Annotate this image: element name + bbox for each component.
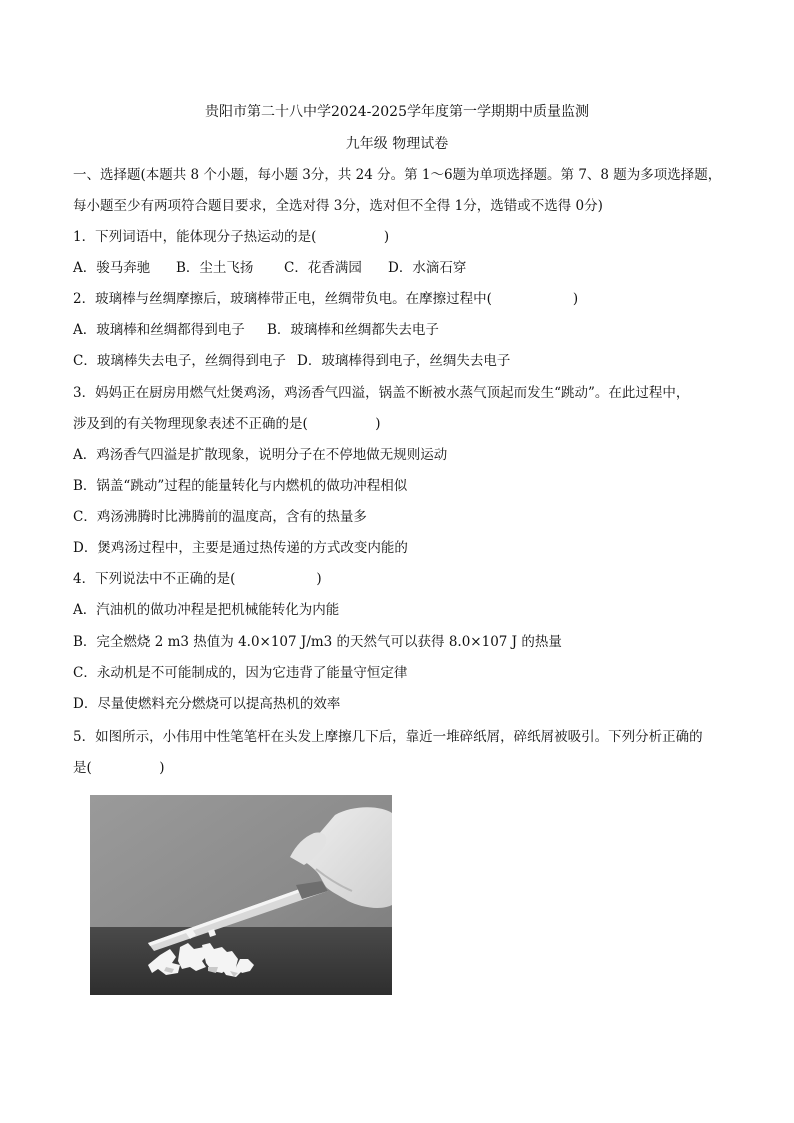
question-3-stem-line1: 3．妈妈正在厨房用燃气灶煲鸡汤，鸡汤香气四溢，锅盖不断被水蒸气顶起而发生“跳动”。在此过程中，: [73, 385, 690, 401]
option-c: C．玻璃棒失去电子，丝绸得到电子: [73, 353, 286, 369]
question-4-option-c: C．永动机是不可能制成的，因为它违背了能量守恒定律: [73, 665, 408, 681]
option-d: D．水滴石穿: [388, 260, 467, 276]
question-5-figure: [90, 795, 392, 995]
exam-title: 贵阳市第二十八中学2024-2025学年度第一学期期中质量监测: [205, 104, 589, 120]
exam-subtitle: 九年级 物理试卷: [345, 136, 449, 152]
question-2-options-row2: [73, 351, 733, 371]
option-b: B．玻璃棒和丝绸都失去电子: [267, 322, 439, 338]
option-d: D．玻璃棒得到电子，丝绸失去电子: [297, 353, 511, 369]
section-heading-line1: 一、选择题(本题共 8 个小题，每小题 3分，共 24 分。第 1～6题为单项选择题。第 7、8 题为多项选择题，: [73, 167, 722, 183]
question-4-option-d: D．尽量使燃料充分燃烧可以提高热机的效率: [73, 696, 341, 712]
photo-pen-attracting-paper-bits-icon: [90, 795, 392, 995]
option-a: A．骏马奔驰: [73, 260, 151, 276]
option-c: C．花香满园: [284, 260, 362, 276]
question-1-options: [73, 258, 733, 278]
question-3-option-b: B．锅盖“跳动”过程的能量转化与内燃机的做功冲程相似: [73, 478, 408, 494]
question-3-stem-line2: 涉及到的有关物理现象表述不正确的是( ): [73, 416, 381, 432]
question-3-option-a: A．鸡汤香气四溢是扩散现象，说明分子在不停地做无规则运动: [73, 447, 448, 463]
question-2-options-row1: [73, 320, 733, 340]
question-4-stem: 4．下列说法中不正确的是( ): [73, 571, 322, 587]
question-3-option-c: C．鸡汤沸腾时比沸腾前的温度高，含有的热量多: [73, 509, 367, 525]
section-heading-line2: 每小题至少有两项符合题目要求，全选对得 3分，选对但不全得 1分，选错或不选得 0分): [73, 198, 603, 214]
question-4-option-b: B．完全燃烧 2 m3 热值为 4.0×107 J/m3 的天然气可以获得 8.0×107 J 的热量: [73, 634, 562, 650]
question-1-stem: 1．下列词语中，能体现分子热运动的是( ): [73, 229, 390, 245]
question-3-option-d: D．煲鸡汤过程中，主要是通过热传递的方式改变内能的: [73, 540, 408, 556]
question-4-option-a: A．汽油机的做功冲程是把机械能转化为内能: [73, 602, 340, 618]
option-b: B．尘土飞扬: [176, 260, 254, 276]
question-2-stem: 2．玻璃棒与丝绸摩擦后，玻璃棒带正电，丝绸带负电。在摩擦过程中( ): [73, 291, 579, 307]
option-a: A．玻璃棒和丝绸都得到电子: [73, 322, 245, 338]
question-5-stem-line2: 是( ): [73, 760, 165, 776]
question-5-stem-line1: 5．如图所示，小伟用中性笔笔杆在头发上摩擦几下后，靠近一堆碎纸屑，碎纸屑被吸引。下列分析正确的: [73, 729, 703, 745]
